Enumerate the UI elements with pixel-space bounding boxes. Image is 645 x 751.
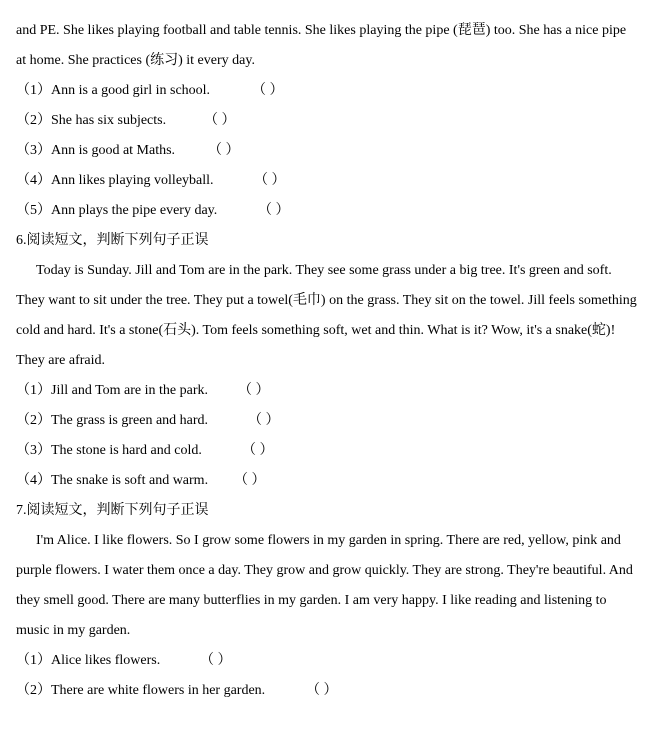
passage6-line-1: Today is Sunday. Jill and Tom are in the park. They see some grass under a big tree. It's green and soft. <box>36 263 612 278</box>
answer-blank[interactable]: （ ） <box>234 473 266 488</box>
answer-blank[interactable]: （ ） <box>200 653 232 668</box>
question-text: （5）Ann plays the pipe every day. <box>16 203 218 218</box>
question-text: （2）There are white flowers in her garden. <box>16 683 266 698</box>
question-6-4 <box>16 466 635 496</box>
passage7-line-4: music in my garden. <box>16 623 131 638</box>
question-text: （4）The snake is soft and warm. <box>16 473 209 488</box>
question-text: （3）Ann is good at Maths. <box>16 143 176 158</box>
question-7-1 <box>16 646 635 676</box>
passage5-line-1: and PE. She likes playing football and table tennis. She likes playing the pipe (琵琶) too. She has a nice pipe <box>16 23 627 38</box>
section-6-heading: 6.阅读短文，判断下列句子正误 <box>16 233 209 248</box>
answer-blank[interactable]: （ ） <box>238 383 270 398</box>
question-7-2 <box>16 676 635 706</box>
question-6-3 <box>16 436 635 466</box>
question-text: （1）Ann is a good girl in school. <box>16 83 211 98</box>
question-text: （1）Jill and Tom are in the park. <box>16 383 209 398</box>
question-5-1 <box>16 76 635 106</box>
answer-blank[interactable]: （ ） <box>254 173 286 188</box>
answer-blank[interactable]: （ ） <box>252 83 284 98</box>
question-text: （2）She has six subjects. <box>16 113 167 128</box>
question-5-4 <box>16 166 635 196</box>
passage5-line-2: at home. She practices (练习) it every day. <box>16 53 255 68</box>
answer-blank[interactable]: （ ） <box>248 413 280 428</box>
question-text: （4）Ann likes playing volleyball. <box>16 173 214 188</box>
answer-blank[interactable]: （ ） <box>242 443 274 458</box>
passage6-line-4: They are afraid. <box>16 353 105 368</box>
passage7-line-3: they smell good. There are many butterflies in my garden. I am very happy. I like reading and listening to <box>16 593 607 608</box>
passage6-line-2: They want to sit under the tree. They put a towel(毛巾) on the grass. They sit on the towel. Jill feels something <box>16 293 637 308</box>
question-5-3 <box>16 136 635 166</box>
question-5-2 <box>16 106 635 136</box>
question-6-2 <box>16 406 635 436</box>
answer-blank[interactable]: （ ） <box>208 143 240 158</box>
passage6-line-3: cold and hard. It's a stone(石头). Tom feels something soft, wet and thin. What is it? Wow, it's a snake(蛇)! <box>16 323 616 338</box>
answer-blank[interactable]: （ ） <box>258 203 290 218</box>
section-7-heading: 7.阅读短文，判断下列句子正误 <box>16 503 209 518</box>
question-text: （2）The grass is green and hard. <box>16 413 209 428</box>
question-text: （1）Alice likes flowers. <box>16 653 161 668</box>
passage7-line-1: I'm Alice. I like flowers. So I grow some flowers in my garden in spring. There are red, yellow, pink and <box>36 533 621 548</box>
question-5-5 <box>16 196 635 226</box>
answer-blank[interactable]: （ ） <box>204 113 236 128</box>
question-text: （3）The stone is hard and cold. <box>16 443 202 458</box>
passage7-line-2: purple flowers. I water them once a day. They grow and grow quickly. They are strong. They're beautiful. And <box>16 563 633 578</box>
question-6-1 <box>16 376 635 406</box>
answer-blank[interactable]: （ ） <box>306 683 338 698</box>
